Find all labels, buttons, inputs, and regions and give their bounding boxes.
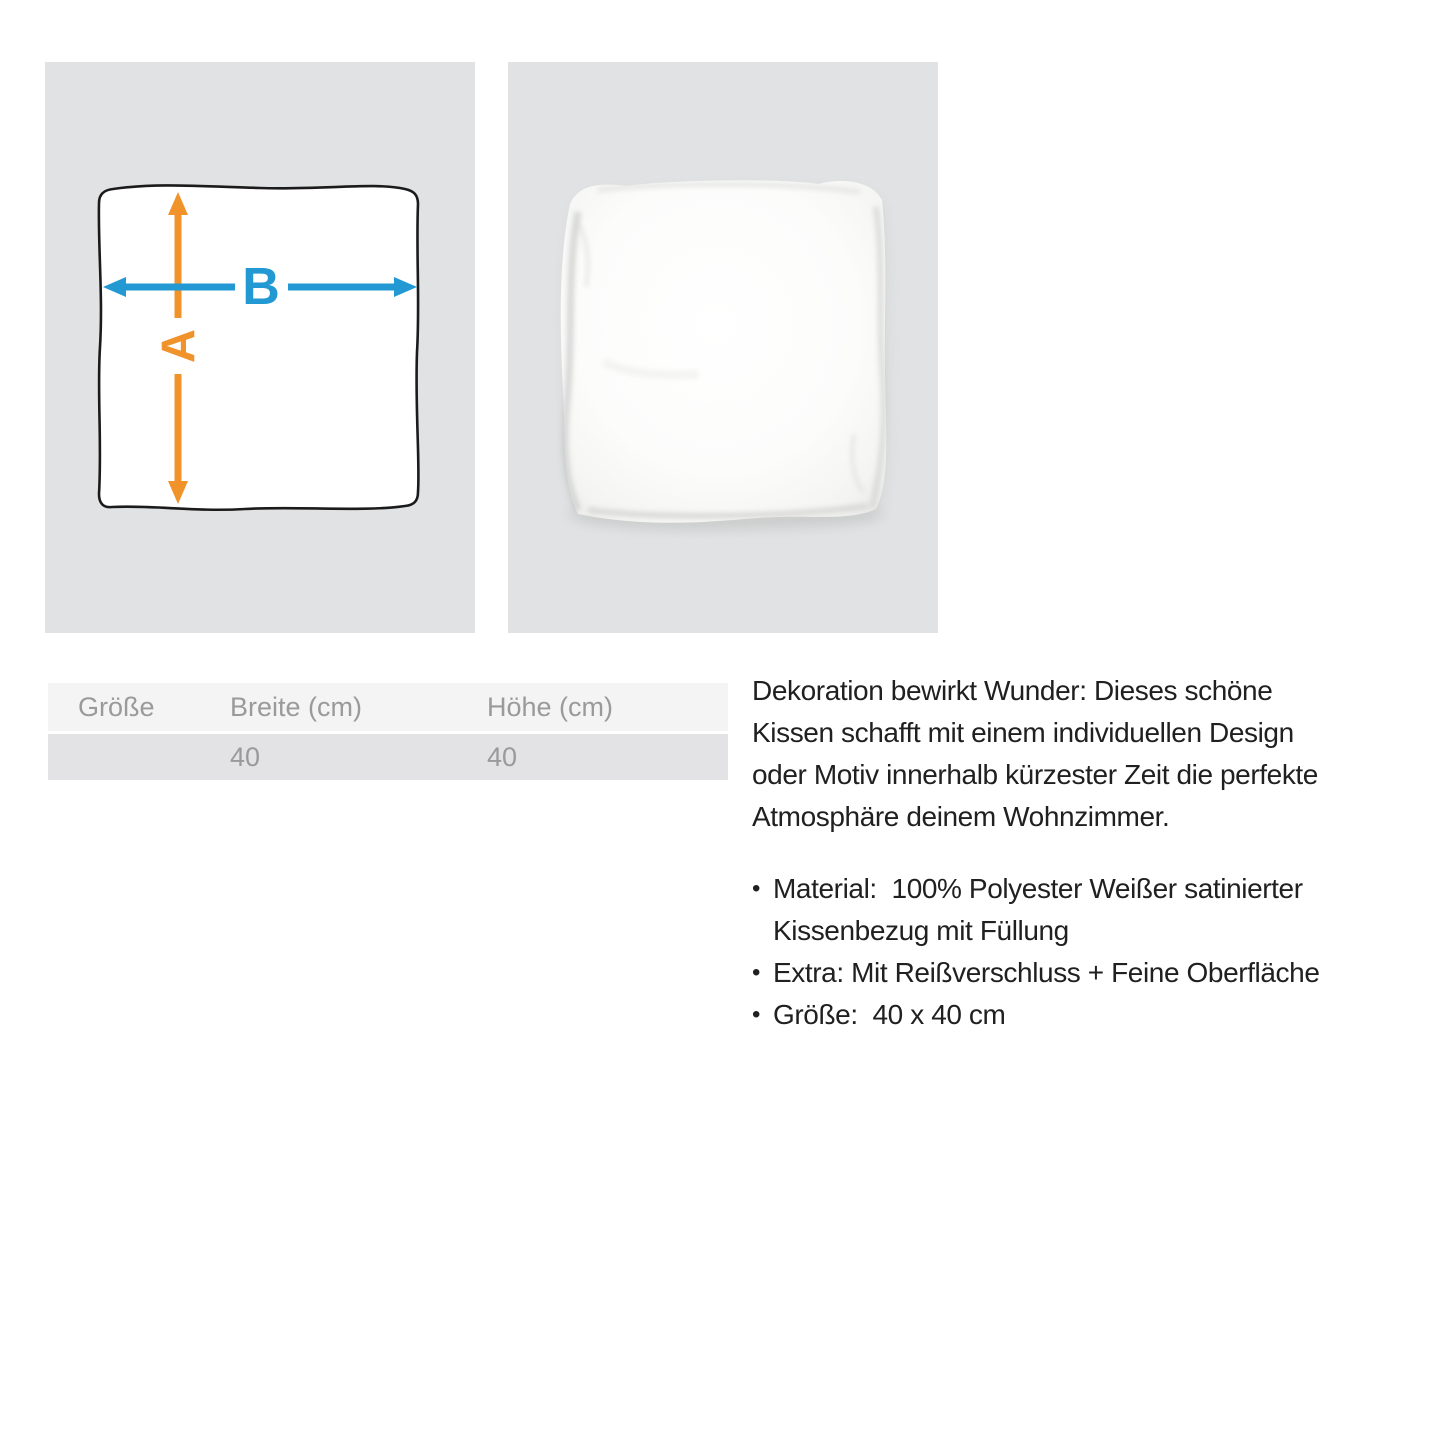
- cell-breite: 40: [230, 741, 261, 772]
- description-paragraph: Dekoration bewirkt Wunder: Dieses schöne Kissen schafft mit einem individuellen Design oder Motiv innerhalb kürzester Zeit die perfekte Atmosphäre deinem Wohnzimmer.: [752, 675, 1318, 832]
- pillow-body: [561, 180, 887, 522]
- column-header-hoehe: Höhe (cm): [487, 691, 614, 722]
- size-table-row: [48, 734, 728, 780]
- height-arrow-label: A: [151, 329, 205, 363]
- cell-hoehe: 40: [487, 741, 518, 772]
- bullet-extra: • Extra: Mit Reißverschluss + Feine Oberfläche: [752, 952, 1424, 994]
- pillow-photo: [508, 62, 938, 633]
- pillow-photo-panel: [508, 62, 938, 633]
- bullet-material: • Material: 100% Polyester Weißer satinierter Kissenbezug mit Füllung: [752, 868, 1424, 952]
- size-table-header-row: [48, 683, 728, 731]
- column-header-breite: Breite (cm): [230, 691, 363, 722]
- pillow-outline-shape: [99, 185, 419, 509]
- size-table: [48, 683, 728, 780]
- bullet-dot-icon: •: [752, 959, 761, 986]
- feature-bullet-list: [752, 868, 1424, 1036]
- bullet-dot-icon: •: [752, 1001, 761, 1028]
- bullet-dot-icon: •: [752, 875, 761, 902]
- size-diagram-panel: [45, 62, 475, 633]
- column-header-groesse: Größe: [78, 691, 155, 722]
- product-description: [752, 670, 1424, 1036]
- pillow-size-diagram: [45, 62, 475, 633]
- width-arrow-label: B: [242, 258, 280, 316]
- bullet-groesse: • Größe: 40 x 40 cm: [752, 994, 1424, 1036]
